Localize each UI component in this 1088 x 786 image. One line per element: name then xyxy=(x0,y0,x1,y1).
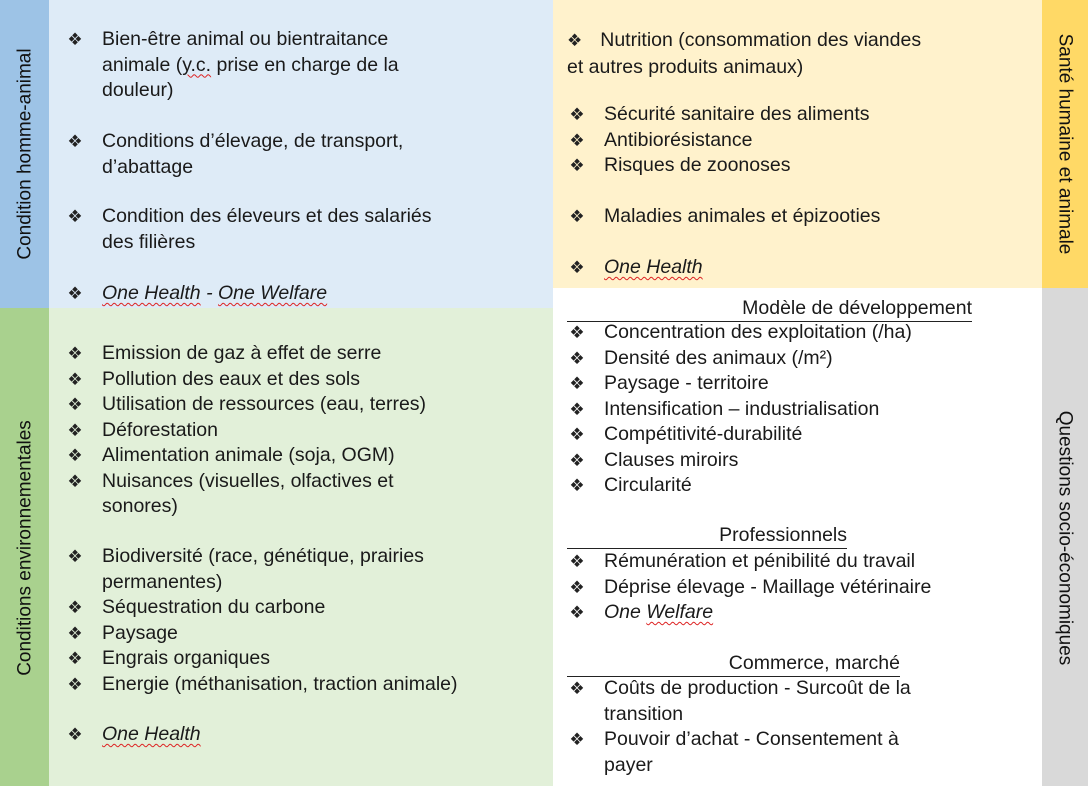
list-item xyxy=(65,204,432,255)
item-text: Nuisances (visuelles, olfactives et xyxy=(102,469,394,492)
diamond-bullet-icon: ❖ xyxy=(569,679,585,698)
item-text: Paysage - territoire xyxy=(604,372,769,394)
item-text: Alimentation animale (soja, OGM) xyxy=(102,444,395,466)
socio-dev-list xyxy=(567,320,912,499)
diamond-bullet-icon: ❖ xyxy=(67,284,83,303)
item-text: Engrais organiques xyxy=(102,647,271,669)
diamond-bullet-icon: ❖ xyxy=(67,471,83,491)
item-text: d’abattage xyxy=(102,155,194,178)
diamond-bullet-icon: ❖ xyxy=(67,369,83,389)
item-text-part: animale ( xyxy=(102,53,183,76)
diamond-bullet-icon: ❖ xyxy=(569,425,585,444)
environnement-list xyxy=(65,341,426,520)
socio-com-list xyxy=(567,676,911,778)
homme-animal-list xyxy=(65,27,399,104)
heading-commerce-marche: Commerce, marché xyxy=(567,651,900,677)
diamond-bullet-icon: ❖ xyxy=(67,132,83,151)
diamond-bullet-icon: ❖ xyxy=(569,105,585,124)
diamond-bullet-icon: ❖ xyxy=(67,207,83,226)
item-text: Utilisation de ressources (eau, terres) xyxy=(102,393,427,415)
homme-animal-list-4 xyxy=(65,281,327,307)
item-text: Bien-être animal ou bientraitance xyxy=(102,28,389,50)
list-item xyxy=(65,595,458,621)
item-text: payer xyxy=(604,753,653,776)
list-item xyxy=(65,27,399,104)
diamond-bullet-icon: ❖ xyxy=(67,623,83,643)
diamond-bullet-icon: ❖ xyxy=(569,374,585,393)
item-text: Paysage xyxy=(102,621,178,644)
diamond-bullet-icon: ❖ xyxy=(569,450,585,470)
list-item xyxy=(65,722,201,748)
item-text: Circularité xyxy=(604,474,692,496)
item-text: Pouvoir d’achat - Consentement à xyxy=(604,728,899,750)
diamond-bullet-icon: ❖ xyxy=(569,730,585,749)
item-text-part: y.c. xyxy=(182,53,212,76)
socio-pro-list xyxy=(567,549,931,626)
item-text: Nutrition (consommation des viandes xyxy=(600,29,922,51)
list-item xyxy=(567,128,870,154)
list-item xyxy=(567,422,912,448)
list-item xyxy=(567,153,870,179)
diamond-bullet-icon: ❖ xyxy=(67,30,83,49)
diamond-bullet-icon: ❖ xyxy=(569,130,585,150)
item-text: et autres produits animaux) xyxy=(567,56,804,78)
list-item xyxy=(567,371,912,397)
list-item xyxy=(567,102,870,128)
item-text: Clauses miroirs xyxy=(604,448,739,471)
item-text: Sécurité sanitaire des aliments xyxy=(604,103,870,125)
diamond-bullet-icon: ❖ xyxy=(569,476,585,495)
list-item xyxy=(65,672,458,698)
item-text: Intensification – industrialisation xyxy=(604,397,880,420)
diamond-bullet-icon: ❖ xyxy=(67,649,83,668)
item-text-part: One Health xyxy=(102,282,201,304)
heading-professionnels: Professionnels xyxy=(567,523,847,549)
sante-list-3 xyxy=(567,255,703,281)
list-item xyxy=(65,418,426,444)
item-text: Biodiversité (race, génétique, prairies xyxy=(102,545,424,567)
list-item xyxy=(567,600,931,626)
item-text-part: - xyxy=(200,282,218,304)
environnement-list-2 xyxy=(65,544,458,697)
list-item xyxy=(567,727,911,778)
list-item xyxy=(567,204,880,230)
diamond-bullet-icon: ❖ xyxy=(67,674,83,694)
item-text: Conditions d’élevage, de transport, xyxy=(102,130,404,152)
item-text: Emission de gaz à effet de serre xyxy=(102,342,382,364)
item-text-part: Welfare xyxy=(646,601,714,623)
sante-list xyxy=(567,102,870,179)
list-item xyxy=(567,448,912,474)
item-text: des filières xyxy=(102,230,196,253)
list-item xyxy=(65,621,458,647)
list-item xyxy=(65,646,458,672)
item-text: Pollution des eaux et des sols xyxy=(102,367,360,390)
item-text: Concentration des exploitation (/ha) xyxy=(604,321,912,343)
item-text: Maladies animales et épizooties xyxy=(604,205,881,227)
diamond-bullet-icon: ❖ xyxy=(67,725,83,744)
diamond-bullet-icon: ❖ xyxy=(569,603,585,622)
list-item xyxy=(567,346,912,372)
diamond-bullet-icon: ❖ xyxy=(569,207,585,226)
item-text: douleur) xyxy=(102,79,174,101)
item-text: Déforestation xyxy=(102,418,218,441)
diamond-bullet-icon: ❖ xyxy=(67,446,83,465)
list-item xyxy=(65,544,458,595)
diamond-bullet-icon: ❖ xyxy=(569,399,585,419)
list-item xyxy=(567,255,703,281)
diamond-bullet-icon: ❖ xyxy=(569,348,585,368)
list-item xyxy=(567,320,912,346)
list-item xyxy=(65,129,403,180)
diamond-bullet-icon: ❖ xyxy=(569,323,585,342)
item-text: One Health xyxy=(102,723,201,745)
diamond-bullet-icon: ❖ xyxy=(67,598,83,617)
item-text-line xyxy=(567,27,1037,54)
diamond-bullet-icon: ❖ xyxy=(569,258,585,277)
label-sante-humaine-animale: Santé humaine et animale xyxy=(1054,33,1076,255)
item-text: Déprise élevage - Maillage vétérinaire xyxy=(604,575,932,598)
list-item xyxy=(65,392,426,418)
list-item xyxy=(65,367,426,393)
item-text: Condition des éleveurs et des salariés xyxy=(102,205,432,227)
item-text: Densité des animaux (/m²) xyxy=(604,346,833,369)
item-text xyxy=(102,53,399,79)
item-text-part: One Welfare xyxy=(218,282,328,304)
item-text-part: prise en charge de la xyxy=(211,53,399,76)
diamond-bullet-icon: ❖ xyxy=(569,552,585,571)
label-condition-homme-animal: Condition homme-animal xyxy=(14,48,36,260)
list-item xyxy=(567,473,912,499)
homme-animal-list-3 xyxy=(65,204,432,255)
item-text: transition xyxy=(604,702,684,725)
item-text: Energie (méthanisation, traction animale) xyxy=(102,672,458,695)
item-text: Antibiorésistance xyxy=(604,128,753,151)
list-item xyxy=(65,443,426,469)
item-text-part: One xyxy=(604,601,641,623)
list-item xyxy=(65,281,327,307)
list-item xyxy=(567,676,911,727)
item-text: sonores) xyxy=(102,495,178,517)
diamond-bullet-icon: ❖ xyxy=(67,395,83,414)
item-text: Risques de zoonoses xyxy=(604,154,791,176)
item-text: One Health xyxy=(604,256,703,278)
item-text: Coûts de production - Surcoût de la xyxy=(604,677,911,699)
label-conditions-environnementales: Conditions environnementales xyxy=(14,420,36,676)
item-text: Rémunération et pénibilité du travail xyxy=(604,550,916,572)
diamond-bullet-icon: ❖ xyxy=(67,420,83,440)
diamond-bullet-icon: ❖ xyxy=(67,547,83,566)
item-text: Séquestration du carbone xyxy=(102,596,326,618)
diamond-bullet-icon: ❖ xyxy=(67,344,83,363)
list-item xyxy=(567,397,912,423)
homme-animal-list-2 xyxy=(65,129,403,180)
heading-modele-developpement: Modèle de développement xyxy=(567,296,972,322)
label-questions-socio-economiques: Questions socio-économiques xyxy=(1054,410,1076,666)
environnement-list-3 xyxy=(65,722,201,748)
list-item xyxy=(65,469,426,520)
sante-list-2 xyxy=(567,204,880,230)
list-item xyxy=(567,575,931,601)
item-text: Compétitivité-durabilité xyxy=(604,423,803,445)
item-text: permanentes) xyxy=(102,570,223,593)
list-item xyxy=(567,549,931,575)
nutrition-item xyxy=(567,27,1037,80)
list-item xyxy=(65,341,426,367)
diamond-bullet-icon: ❖ xyxy=(569,577,585,597)
diamond-bullet-icon: ❖ xyxy=(569,156,585,175)
diamond-bullet-icon: ❖ xyxy=(567,31,583,50)
